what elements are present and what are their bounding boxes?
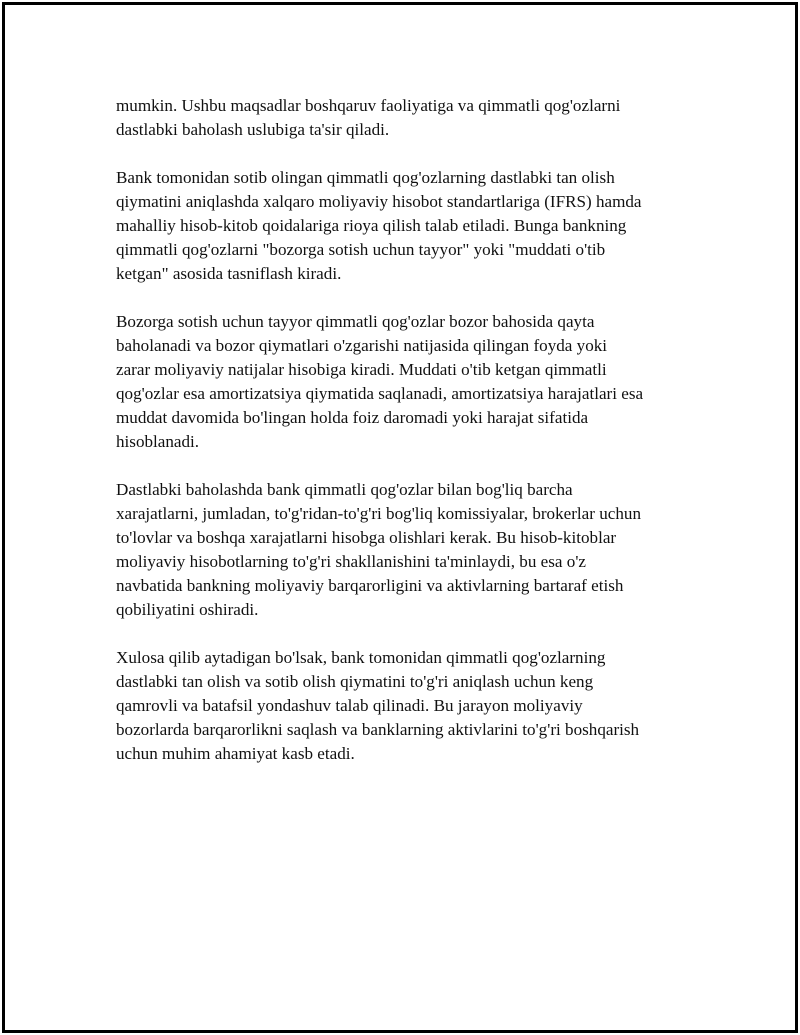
text-line: ketgan" asosida tasniflash kiradi. <box>116 264 342 283</box>
text-line: dastlabki baholash uslubiga ta'sir qiladi. <box>116 120 390 139</box>
text-line: dastlabki tan olish va sotib olish qiymatini to'g'ri aniqlash uchun keng <box>116 672 594 691</box>
paragraph-4 <box>116 478 688 622</box>
text-line: qiymatini aniqlashda xalqaro moliyaviy hisobot standartlariga (IFRS) hamda <box>116 192 642 211</box>
text-line: Xulosa qilib aytadigan bo'lsak, bank tomonidan qimmatli qog'ozlarning <box>116 648 606 667</box>
text-line: qog'ozlar esa amortizatsiya qiymatida saqlanadi, amortizatsiya harajatlari esa <box>116 384 644 403</box>
text-line: hisoblanadi. <box>116 432 200 451</box>
text-line: mumkin. Ushbu maqsadlar boshqaruv faoliyatiga va qimmatli qog'ozlarni <box>116 96 621 115</box>
paragraph-3 <box>116 310 688 454</box>
paragraph-1 <box>116 94 688 142</box>
paragraph-2 <box>116 166 688 286</box>
text-line: navbatida bankning moliyaviy barqarorligini va aktivlarning bartaraf etish <box>116 576 624 595</box>
text-line: bozorlarda barqarorlikni saqlash va banklarning aktivlarini to'g'ri boshqarish <box>116 720 640 739</box>
text-line: Dastlabki baholashda bank qimmatli qog'ozlar bilan bog'liq barcha <box>116 480 573 499</box>
text-line: uchun muhim ahamiyat kasb etadi. <box>116 744 355 763</box>
text-line: Bank tomonidan sotib olingan qimmatli qog'ozlarning dastlabki tan olish <box>116 168 615 187</box>
text-line: qamrovli va batafsil yondashuv talab qilinadi. Bu jarayon moliyaviy <box>116 696 583 715</box>
paragraph-5 <box>116 646 688 766</box>
text-line: zarar moliyaviy natijalar hisobiga kiradi. Muddati o'tib ketgan qimmatli <box>116 360 607 379</box>
document-body <box>116 94 688 790</box>
text-line: baholanadi va bozor qiymatlari o'zgarishi natijasida qilingan foyda yoki <box>116 336 608 355</box>
text-line: xarajatlarni, jumladan, to'g'ridan-to'g'ri bog'liq komissiyalar, brokerlar uchun <box>116 504 642 523</box>
text-line: qobiliyatini oshiradi. <box>116 600 259 619</box>
text-line: muddat davomida bo'lingan holda foiz daromadi yoki harajat sifatida <box>116 408 589 427</box>
text-line: moliyaviy hisobotlarning to'g'ri shakllanishini ta'minlaydi, bu esa o'z <box>116 552 586 571</box>
text-line: Bozorga sotish uchun tayyor qimmatli qog'ozlar bozor bahosida qayta <box>116 312 595 331</box>
text-line: to'lovlar va boshqa xarajatlarni hisobga olishlari kerak. Bu hisob-kitoblar <box>116 528 617 547</box>
text-line: mahalliy hisob-kitob qoidalariga rioya qilish talab etiladi. Bunga bankning <box>116 216 627 235</box>
text-line: qimmatli qog'ozlarni "bozorga sotish uchun tayyor" yoki "muddati o'tib <box>116 240 606 259</box>
